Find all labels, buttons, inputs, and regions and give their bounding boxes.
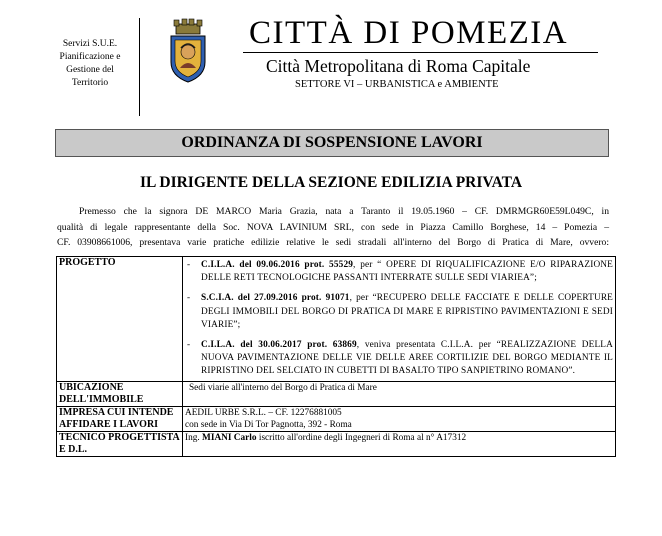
progetto-label: PROGETTO (57, 257, 183, 382)
intro-line: Premesso che la signora DE MARCO Maria Grazia, nata a Taranto il 19.05.1960 – CF. DMRMGR60E59L049C, in (79, 206, 609, 217)
sector-label: SETTORE VI – URBANISTICA e AMBIENTE (295, 79, 499, 90)
practice-reference: S.C.I.A. del 27.09.2016 prot. 91071 (201, 293, 350, 304)
list-item-text (201, 339, 613, 379)
list-bullet: - (187, 293, 191, 304)
city-subtitle: Città Metropolitana di Roma Capitale (266, 56, 531, 76)
city-title: CITTÀ DI POMEZIA (249, 15, 569, 51)
table-row (57, 257, 616, 382)
impresa-address: con sede in Via Di Tor Pagnotta, 392 - Roma (185, 419, 352, 430)
ubicazione-value: Sedi viarie all'interno del Borgo di Pratica di Mare (183, 381, 616, 406)
department-line: Gestione del (66, 65, 114, 75)
practice-reference: C.I.L.A. del 30.06.2017 prot. 63869 (201, 340, 357, 351)
list-item (185, 259, 613, 285)
project-info-table (56, 256, 616, 457)
department-line: Pianificazione e (59, 52, 121, 62)
practice-description: , veniva presentata C.I.L.A. per “REALIZZAZIONE DELLA NUOVA PAVIMENTAZIONE DELLE VIE DELLE AREE CORTILIZIE DEL BORGO MEDIANTE IL RIPRISTINO DEL SELCIATO IN CUBETTI DI BASALTO TIPO SANPIETRINO ROMANO”. (201, 340, 613, 377)
title-rule (243, 52, 598, 53)
issuer-heading: IL DIRIGENTE DELLA SEZIONE EDILIZIA PRIVATA (139, 174, 523, 191)
intro-line: qualità di legale rappresentante della Soc. NOVA LAVINIUM SRL, con sede in Piazza Camillo Borghese, 14 – Pomezia – (57, 221, 609, 233)
tecnico-prefix: Ing. (185, 432, 203, 443)
table-row (57, 381, 616, 406)
practice-description: , per “RECUPERO DELLE FACCIATE E DELLE COPERTURE DEGLI IMMOBILI DEL BORGO DI PRATICA DI MARE E RIPRISTINO PAVIMENTAZIONI E SEDI VIARIE”; (201, 293, 613, 330)
tecnico-value (183, 431, 616, 456)
table-row (57, 406, 616, 431)
intro-line: CF. 03908661006, presentava varie pratiche edilizie relative le sedi stradali all'interno del Borgo di Pratica di Mare, ovvero: (57, 237, 609, 248)
practice-reference: C.I.L.A. del 09.06.2016 prot. 55529 (201, 260, 354, 270)
list-item (185, 292, 613, 332)
tecnico-name: MIANI Carlo (202, 432, 257, 443)
list-item (185, 339, 613, 379)
coat-of-arms-icon (167, 18, 209, 86)
table-row (57, 431, 616, 456)
intro-paragraph (57, 204, 609, 251)
department-line: Servizi S.U.E. (62, 39, 118, 49)
practice-description: , per “ OPERE DI RIQUALIFICAZIONE E/O RIPARAZIONE DELLE RETI TECNOLOGICHE PASSANTI INTERRATE SULLE SEDI VIARIEA”; (201, 260, 613, 284)
tecnico-details: iscritto all'ordine degli Ingegneri di Roma al n° A17312 (256, 432, 467, 443)
department-line: Territorio (71, 78, 109, 88)
header-divider (139, 18, 140, 116)
list-bullet: - (187, 260, 191, 270)
impresa-name: AEDIL URBE S.R.L. – CF. 12276881005 (185, 407, 342, 418)
progetto-value (183, 257, 616, 382)
department-label (52, 38, 128, 90)
list-item-text (201, 259, 613, 285)
impresa-label: IMPRESA CUI INTENDE AFFIDARE I LAVORI (57, 406, 183, 431)
document-title: ORDINANZA DI SOSPENSIONE LAVORI (55, 129, 609, 157)
tecnico-label: TECNICO PROGETTISTA E D.L. (57, 431, 183, 456)
ubicazione-label: UBICAZIONE DELL'IMMOBILE (57, 381, 183, 406)
list-bullet: - (187, 340, 191, 351)
impresa-value (183, 406, 616, 431)
list-item-text (201, 292, 613, 332)
